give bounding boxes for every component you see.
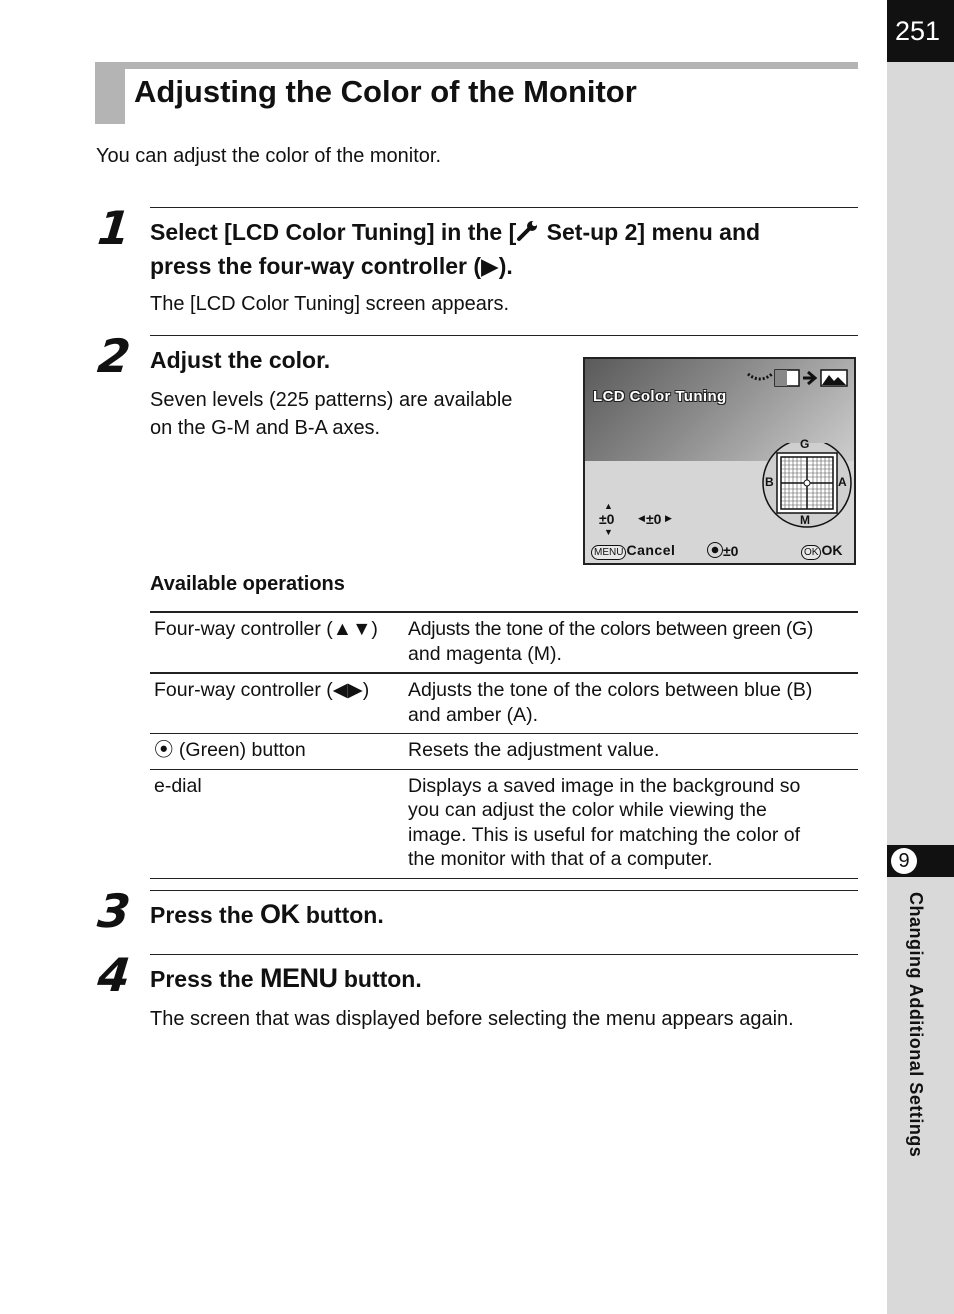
menu-glyph: MENU bbox=[259, 963, 338, 993]
left-arrow-icon: ◀ bbox=[638, 513, 645, 523]
lcd-title: LCD Color Tuning bbox=[593, 388, 727, 405]
step-number: 4 bbox=[95, 948, 133, 1002]
control-cell: Four-way controller (▲▼) bbox=[154, 618, 378, 640]
step-divider bbox=[150, 954, 858, 955]
action-cell: Adjusts the tone of the colors between blue (B) and amber (A). bbox=[408, 679, 813, 726]
ba-value: ±0 bbox=[646, 511, 662, 527]
control-cell: ⦿ (Green) button bbox=[154, 739, 306, 761]
wrench-icon bbox=[516, 218, 540, 250]
up-arrow-icon: ▲ bbox=[604, 501, 613, 511]
axis-label-m: M bbox=[800, 513, 810, 527]
step-2-body: Seven levels (225 patterns) are available on the G-M and B-A axes. bbox=[150, 389, 513, 439]
table-row bbox=[150, 673, 858, 734]
table-row bbox=[150, 734, 858, 770]
intro-text: You can adjust the color of the monitor. bbox=[96, 145, 442, 167]
lcd-cancel-hint: MENU Cancel bbox=[591, 542, 675, 560]
axis-label-b: B bbox=[765, 475, 774, 489]
step-number: 2 bbox=[95, 329, 133, 383]
page-title: Adjusting the Color of the Monitor bbox=[134, 74, 637, 109]
green-button-icon bbox=[707, 542, 723, 558]
step-divider bbox=[150, 207, 858, 208]
table-row bbox=[150, 769, 858, 878]
action-cell: Adjusts the tone of the colors between green (G) and magenta (M). bbox=[408, 618, 814, 665]
down-arrow-icon: ▼ bbox=[604, 527, 613, 537]
step-number: 3 bbox=[95, 884, 133, 938]
right-arrow-icon: ▶ bbox=[665, 513, 672, 523]
step-number: 1 bbox=[95, 201, 133, 255]
action-cell: Displays a saved image in the background so you can adjust the color while viewing the image. This is useful for matching the color of the monitor with that of a computer. bbox=[408, 774, 801, 870]
lcd-green-hint: ±0 bbox=[707, 542, 738, 559]
step-divider bbox=[150, 890, 858, 891]
control-cell: Four-way controller (◀▶) bbox=[154, 679, 370, 701]
step-1-heading: Select [LCD Color Tuning] in the [ Set-up 2] menu and press the four-way controller (▶). bbox=[150, 219, 761, 279]
axis-label-a: A bbox=[838, 475, 847, 489]
step-1-body: The [LCD Color Tuning] screen appears. bbox=[150, 293, 510, 315]
operations-title: Available operations bbox=[150, 573, 345, 595]
edial-image-icon bbox=[747, 368, 849, 393]
control-cell: e-dial bbox=[154, 774, 202, 797]
axis-label-g: G bbox=[800, 437, 810, 451]
gm-value: ±0 bbox=[599, 511, 615, 527]
action-cell: Resets the adjustment value. bbox=[408, 739, 660, 761]
step-4-body: The screen that was displayed before selecting the menu appears again. bbox=[150, 1008, 794, 1030]
title-bar-line bbox=[95, 62, 858, 69]
step-4-heading: Press the MENU button. bbox=[150, 963, 422, 993]
step-divider bbox=[150, 335, 858, 336]
ok-button-icon: OK bbox=[801, 545, 821, 560]
step-2-heading: Adjust the color. bbox=[150, 347, 331, 373]
chapter-title: Changing Additional Settings bbox=[906, 892, 926, 1158]
operations-table bbox=[150, 611, 858, 879]
page-number: 251 bbox=[887, 0, 954, 62]
step-3-heading: Press the OK button. bbox=[150, 899, 384, 929]
ok-glyph: OK bbox=[259, 899, 300, 929]
chapter-number: 9 bbox=[891, 848, 917, 874]
table-row bbox=[150, 612, 858, 673]
lcd-ok-hint: OK OK bbox=[801, 542, 842, 560]
lcd-color-tuning-screen bbox=[583, 357, 856, 565]
menu-button-icon: MENU bbox=[591, 545, 626, 560]
title-bar-block bbox=[95, 62, 125, 124]
